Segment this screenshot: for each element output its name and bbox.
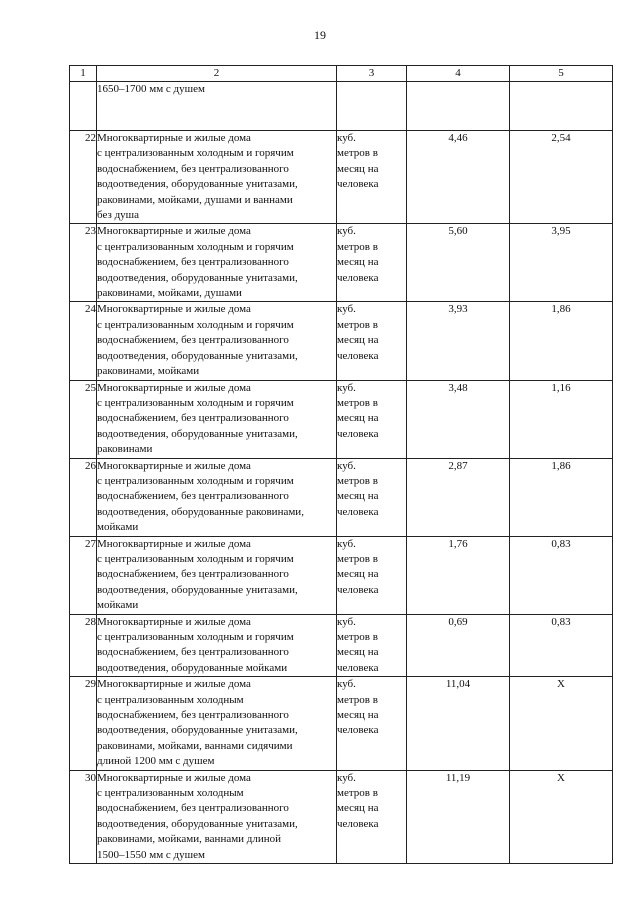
norm-value-cell: 1,76 (407, 536, 510, 614)
unit-cell (337, 82, 407, 131)
header-cell: 3 (337, 66, 407, 82)
description-cell: Многоквартирные и жилые дома с централизованным холодным водоснабжением, без централизованного водоотведения, оборудованные унитазами, раковинами, мойками, ваннами длиной 1500–1550 мм с душем (97, 770, 337, 863)
value-cell (510, 82, 613, 131)
table-row (70, 224, 613, 302)
row-number: 25 (70, 380, 97, 458)
norm-value-cell: Х (510, 770, 613, 863)
table-row (70, 770, 613, 863)
unit-cell: куб. метров в месяц на человека (337, 536, 407, 614)
description-cell: Многоквартирные и жилые дома с централизованным холодным и горячим водоснабжением, без централизованного водоотведения, оборудованные унитазами, раковинами, мойками, душами и ваннами без душа (97, 131, 337, 224)
description-cell: Многоквартирные и жилые дома с централизованным холодным водоснабжением, без централизованного водоотведения, оборудованные унитазами, раковинами, мойками, ваннами сидячими длиной 1200 мм с душем (97, 677, 337, 770)
norm-value-cell: 0,83 (510, 536, 613, 614)
norm-value-cell: 2,54 (510, 131, 613, 224)
header-cell: 4 (407, 66, 510, 82)
description-cell: Многоквартирные и жилые дома с централизованным холодным и горячим водоснабжением, без централизованного водоотведения, оборудованные унитазами, мойками (97, 536, 337, 614)
unit-cell: куб. метров в месяц на человека (337, 380, 407, 458)
row-number: 30 (70, 770, 97, 863)
table-row (70, 131, 613, 224)
table-row (70, 458, 613, 536)
norm-value-cell: 1,86 (510, 302, 613, 380)
unit-cell: куб. метров в месяц на человека (337, 677, 407, 770)
unit-cell: куб. метров в месяц на человека (337, 770, 407, 863)
row-number: 29 (70, 677, 97, 770)
norm-value-cell: 3,95 (510, 224, 613, 302)
norm-value-cell: 0,69 (407, 614, 510, 677)
header-row (70, 66, 613, 82)
norm-value-cell: 1,86 (510, 458, 613, 536)
norm-value-cell: 4,46 (407, 131, 510, 224)
description-cell: Многоквартирные и жилые дома с централизованным холодным и горячим водоснабжением, без централизованного водоотведения, оборудованные унитазами, раковинами, мойками, душами (97, 224, 337, 302)
row-number: 22 (70, 131, 97, 224)
norms-table (69, 65, 613, 864)
row-number: 23 (70, 224, 97, 302)
page-number: 19 (314, 28, 326, 42)
unit-cell: куб. метров в месяц на человека (337, 302, 407, 380)
description-cell: Многоквартирные и жилые дома с централизованным холодным и горячим водоснабжением, без централизованного водоотведения, оборудованные унитазами, раковинами (97, 380, 337, 458)
header-cell: 5 (510, 66, 613, 82)
unit-cell: куб. метров в месяц на человека (337, 614, 407, 677)
description-cell: Многоквартирные и жилые дома с централизованным холодным и горячим водоснабжением, без централизованного водоотведения, оборудованные унитазами, раковинами, мойками (97, 302, 337, 380)
table-row (70, 677, 613, 770)
header-cell: 2 (97, 66, 337, 82)
description-cell: Многоквартирные и жилые дома с централизованным холодным и горячим водоснабжением, без централизованного водоотведения, оборудованные мойками (97, 614, 337, 677)
norm-value-cell: 3,48 (407, 380, 510, 458)
norm-value-cell: 11,19 (407, 770, 510, 863)
norm-value-cell: 3,93 (407, 302, 510, 380)
unit-cell: куб. метров в месяц на человека (337, 458, 407, 536)
norm-value-cell: 0,83 (510, 614, 613, 677)
description-cell: 1650–1700 мм с душем (97, 82, 337, 131)
unit-cell: куб. метров в месяц на человека (337, 131, 407, 224)
norm-value-cell: 11,04 (407, 677, 510, 770)
norm-value-cell: 1,16 (510, 380, 613, 458)
row-number: 26 (70, 458, 97, 536)
table-row (70, 380, 613, 458)
norm-value-cell: 2,87 (407, 458, 510, 536)
row-number: 27 (70, 536, 97, 614)
table-row (70, 614, 613, 677)
value-cell (407, 82, 510, 131)
norm-value-cell: 5,60 (407, 224, 510, 302)
description-cell: Многоквартирные и жилые дома с централизованным холодным и горячим водоснабжением, без централизованного водоотведения, оборудованные раковинами, мойками (97, 458, 337, 536)
table-row (70, 536, 613, 614)
row-number: 28 (70, 614, 97, 677)
unit-cell: куб. метров в месяц на человека (337, 224, 407, 302)
row-number-cell (70, 82, 97, 131)
continuation-row (70, 82, 613, 131)
header-cell: 1 (70, 66, 97, 82)
table-row (70, 302, 613, 380)
row-number: 24 (70, 302, 97, 380)
norm-value-cell: Х (510, 677, 613, 770)
